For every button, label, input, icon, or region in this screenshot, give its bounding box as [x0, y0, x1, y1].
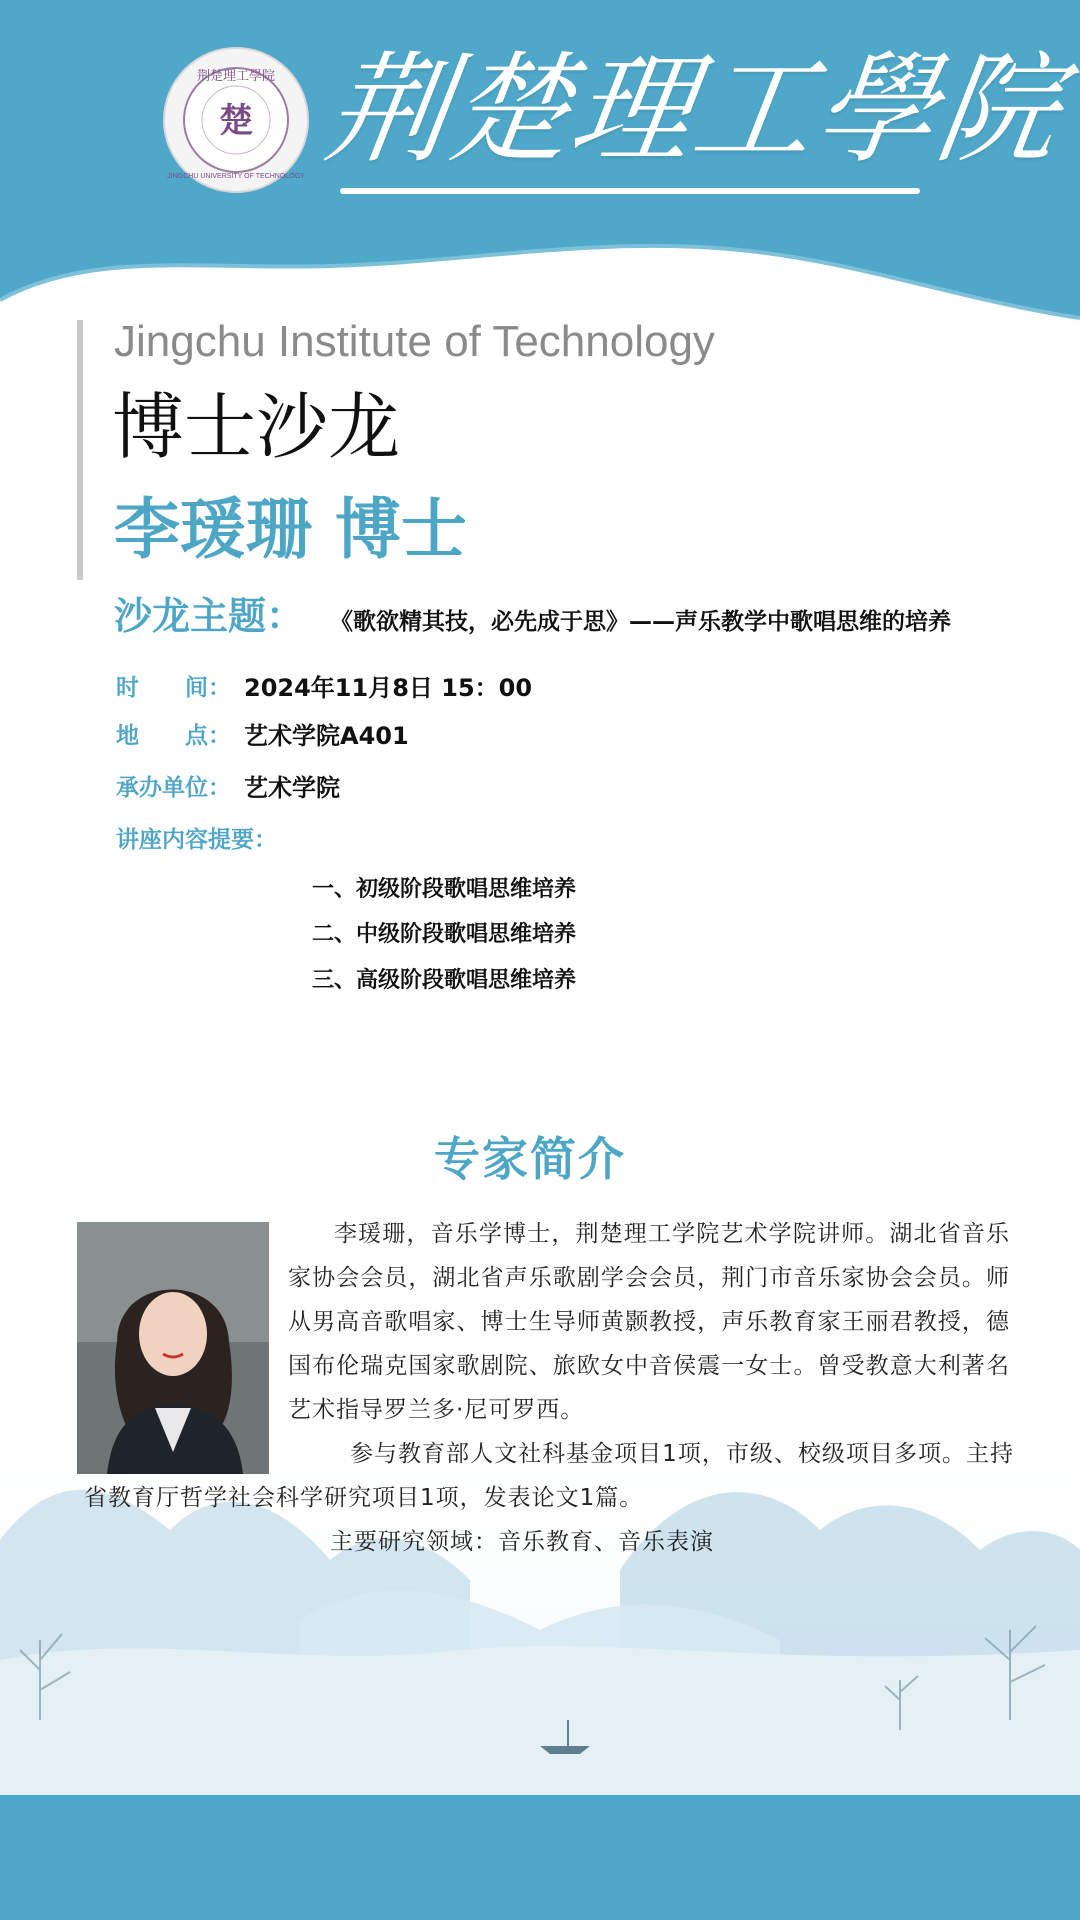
outline-label: 讲座内容提要： — [116, 827, 277, 853]
title-accent-bar — [77, 320, 83, 580]
place-label: 地 点： — [116, 723, 231, 749]
salon-title: 博士沙龙 — [112, 385, 401, 469]
footer-band — [0, 1795, 1080, 1920]
outline-item: 二、中级阶段歌唱思维培养 — [312, 922, 577, 947]
expert-intro-title: 专家简介 — [434, 1132, 626, 1186]
outline-item: 一、初级阶段歌唱思维培养 — [312, 877, 577, 902]
place-value: 艺术学院A401 — [244, 722, 409, 750]
expert-bio-paragraph-1: 李瑗珊，音乐学博士，荆楚理工学院艺术学院讲师。湖北省音乐家协会会员，湖北省声乐歌剧学会会员，荆门市音乐家协会会员。师从男高音歌唱家、博士生导师黄颢教授，声乐教育家王丽君教授，德国布伦瑞克国家歌剧院、旅欧女中音侯震一女士。曾受教意大利著名艺术指导罗兰多·尼可罗西。 — [288, 1221, 1010, 1423]
speaker-name: 李瑗珊 博士 — [114, 491, 467, 568]
svg-text:楚: 楚 — [219, 101, 253, 141]
expert-bio-paragraph-2: 参与教育部人文社科基金项目1项，市级、校级项目多项。主持省教育厅哲学社会科学研究项目1项，发表论文1篇。 — [84, 1441, 1014, 1511]
institution-english-name: Jingchu Institute of Technology — [114, 317, 715, 366]
time-label: 时 间： — [116, 675, 231, 701]
expert-research-fields: 主要研究领域：音乐教育、音乐表演 — [330, 1529, 714, 1555]
topic-text: 《歌欲精其技，必先成于思》——声乐教学中歌唱思维的培养 — [330, 609, 951, 635]
svg-text:荆楚理工學院: 荆楚理工學院 — [196, 69, 276, 84]
school-seal-logo — [162, 46, 310, 194]
school-name-calligraphy: 荆楚理工學院 — [318, 41, 1070, 180]
organizer-value: 艺术学院 — [244, 774, 340, 802]
time-value: 2024年11月8日 15：00 — [244, 674, 533, 702]
school-name-underline — [340, 188, 920, 194]
topic-label: 沙龙主题： — [114, 594, 305, 638]
organizer-label: 承办单位： — [116, 775, 231, 801]
outline-item: 三、高级阶段歌唱思维培养 — [312, 968, 577, 993]
svg-text:JINGCHU UNIVERSITY OF TECHNOLO: JINGCHU UNIVERSITY OF TECHNOLOGY — [167, 173, 305, 180]
